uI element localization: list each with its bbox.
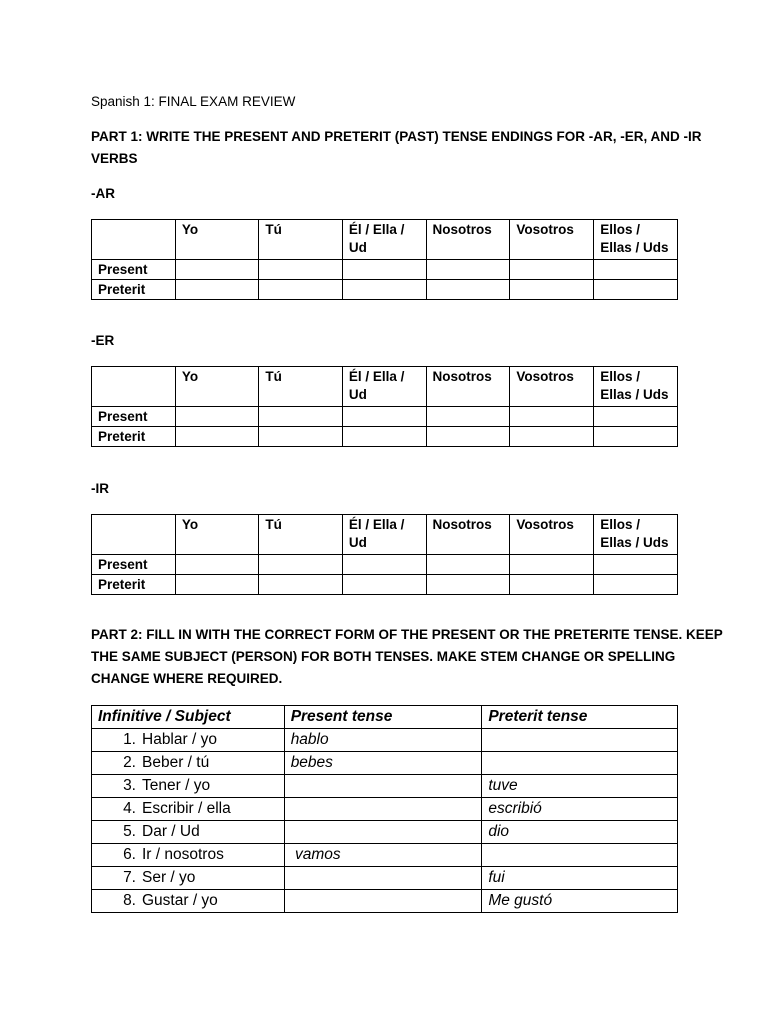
col-header: Vosotros — [510, 220, 594, 260]
answer-cell[interactable] — [594, 427, 678, 447]
present-cell[interactable] — [284, 775, 482, 798]
preterit-cell[interactable] — [482, 729, 678, 752]
answer-cell[interactable] — [175, 555, 259, 575]
fill-in-table — [91, 705, 678, 913]
item-number: 7. — [123, 869, 136, 886]
subject-text: Ser / yo — [142, 869, 196, 886]
ar-heading: -AR — [91, 186, 115, 201]
preterit-cell[interactable]: tuve — [482, 775, 678, 798]
answer-cell[interactable] — [510, 555, 594, 575]
answer-cell[interactable] — [594, 555, 678, 575]
document-title: Spanish 1: FINAL EXAM REVIEW — [91, 94, 296, 109]
table-row — [92, 752, 678, 775]
col-header: Ellos / Ellas / Uds — [594, 367, 678, 407]
col-header: Tú — [259, 515, 343, 555]
answer-cell[interactable] — [342, 575, 426, 595]
item-number: 5. — [123, 823, 136, 840]
ir-heading: -IR — [91, 481, 109, 496]
preterit-cell[interactable]: fui — [482, 867, 678, 890]
part2-instructions-line3: CHANGE WHERE REQUIRED. — [91, 671, 283, 686]
preterit-cell[interactable] — [482, 844, 678, 867]
answer-cell[interactable] — [594, 280, 678, 300]
row-header: Present — [92, 407, 176, 427]
er-endings-table — [91, 366, 678, 447]
corner-cell — [92, 367, 176, 407]
col-header: Nosotros — [426, 367, 510, 407]
present-cell[interactable]: hablo — [284, 729, 482, 752]
table-row — [92, 890, 678, 913]
subject-cell — [92, 798, 285, 821]
answer-cell[interactable] — [594, 407, 678, 427]
row-header: Present — [92, 555, 176, 575]
preterit-cell[interactable]: Me gustó — [482, 890, 678, 913]
table-row — [92, 821, 678, 844]
answer-cell[interactable] — [175, 407, 259, 427]
part2-instructions-line2: THE SAME SUBJECT (PERSON) FOR BOTH TENSES. MAKE STEM CHANGE OR SPELLING — [91, 649, 676, 664]
answer-cell[interactable] — [342, 427, 426, 447]
item-number: 2. — [123, 754, 136, 771]
corner-cell — [92, 220, 176, 260]
answer-cell[interactable] — [259, 555, 343, 575]
item-number: 8. — [123, 892, 136, 909]
col-header: Vosotros — [510, 367, 594, 407]
subject-cell — [92, 729, 285, 752]
answer-cell[interactable] — [175, 280, 259, 300]
answer-cell[interactable] — [510, 427, 594, 447]
subject-cell — [92, 775, 285, 798]
answer-cell[interactable] — [342, 555, 426, 575]
col-header: Tú — [259, 367, 343, 407]
subject-text: Dar / Ud — [142, 823, 200, 840]
ar-endings-table — [91, 219, 678, 300]
row-header: Present — [92, 260, 176, 280]
present-cell[interactable] — [284, 798, 482, 821]
col-header: Ellos / Ellas / Uds — [594, 220, 678, 260]
answer-cell[interactable] — [426, 575, 510, 595]
part1-instructions-line1: PART 1: WRITE THE PRESENT AND PRETERIT (PAST) TENSE ENDINGS FOR -AR, -ER, AND -IR — [91, 129, 702, 144]
subject-text: Escribir / ella — [142, 800, 231, 817]
header-infinitive: Infinitive / Subject — [92, 706, 285, 729]
answer-cell[interactable] — [594, 260, 678, 280]
present-cell[interactable]: bebes — [284, 752, 482, 775]
col-header: Él / Ella / Ud — [342, 515, 426, 555]
preterit-cell[interactable]: dio — [482, 821, 678, 844]
answer-cell[interactable] — [175, 260, 259, 280]
answer-cell[interactable] — [175, 575, 259, 595]
col-header: Nosotros — [426, 515, 510, 555]
er-heading: -ER — [91, 333, 115, 348]
answer-cell[interactable] — [510, 260, 594, 280]
item-number: 6. — [123, 846, 136, 863]
subject-text: Beber / tú — [142, 754, 210, 771]
answer-cell[interactable] — [426, 427, 510, 447]
table-row — [92, 798, 678, 821]
answer-cell[interactable] — [510, 407, 594, 427]
part1-instructions-line2: VERBS — [91, 151, 138, 166]
col-header: Yo — [175, 367, 259, 407]
answer-cell[interactable] — [426, 407, 510, 427]
answer-cell[interactable] — [259, 407, 343, 427]
col-header: Yo — [175, 515, 259, 555]
subject-text: Ir / nosotros — [142, 846, 224, 863]
part2-instructions-line1: PART 2: FILL IN WITH THE CORRECT FORM OF THE PRESENT OR THE PRETERITE TENSE. KEEP — [91, 627, 723, 642]
col-header: Tú — [259, 220, 343, 260]
row-header: Preterit — [92, 427, 176, 447]
header-present: Present tense — [284, 706, 482, 729]
table-row — [92, 729, 678, 752]
row-header: Preterit — [92, 280, 176, 300]
table-row — [92, 844, 678, 867]
subject-cell — [92, 821, 285, 844]
answer-cell[interactable] — [426, 260, 510, 280]
col-header: Él / Ella / Ud — [342, 220, 426, 260]
answer-cell[interactable] — [259, 427, 343, 447]
preterit-cell[interactable] — [482, 752, 678, 775]
ir-endings-table — [91, 514, 678, 595]
item-number: 4. — [123, 800, 136, 817]
answer-cell[interactable] — [175, 427, 259, 447]
answer-cell[interactable] — [259, 575, 343, 595]
subject-text: Tener / yo — [142, 777, 211, 794]
item-number: 3. — [123, 777, 136, 794]
answer-cell[interactable] — [259, 280, 343, 300]
subject-cell — [92, 867, 285, 890]
col-header: Él / Ella / Ud — [342, 367, 426, 407]
corner-cell — [92, 515, 176, 555]
table-row — [92, 867, 678, 890]
present-cell[interactable]: vamos — [284, 844, 482, 867]
answer-cell[interactable] — [342, 407, 426, 427]
subject-text: Gustar / yo — [142, 892, 218, 909]
col-header: Yo — [175, 220, 259, 260]
row-header: Preterit — [92, 575, 176, 595]
subject-cell — [92, 752, 285, 775]
answer-cell[interactable] — [259, 260, 343, 280]
subject-cell — [92, 890, 285, 913]
answer-cell[interactable] — [342, 280, 426, 300]
present-cell[interactable] — [284, 821, 482, 844]
answer-cell[interactable] — [426, 280, 510, 300]
subject-cell — [92, 844, 285, 867]
preterit-cell[interactable]: escribió — [482, 798, 678, 821]
subject-text: Hablar / yo — [142, 731, 217, 748]
header-preterit: Preterit tense — [482, 706, 678, 729]
answer-cell[interactable] — [594, 575, 678, 595]
item-number: 1. — [123, 731, 136, 748]
present-cell[interactable] — [284, 867, 482, 890]
present-cell[interactable] — [284, 890, 482, 913]
col-header: Nosotros — [426, 220, 510, 260]
answer-cell[interactable] — [426, 555, 510, 575]
answer-cell[interactable] — [342, 260, 426, 280]
col-header: Vosotros — [510, 515, 594, 555]
col-header: Ellos / Ellas / Uds — [594, 515, 678, 555]
answer-cell[interactable] — [510, 575, 594, 595]
table-row — [92, 775, 678, 798]
answer-cell[interactable] — [510, 280, 594, 300]
